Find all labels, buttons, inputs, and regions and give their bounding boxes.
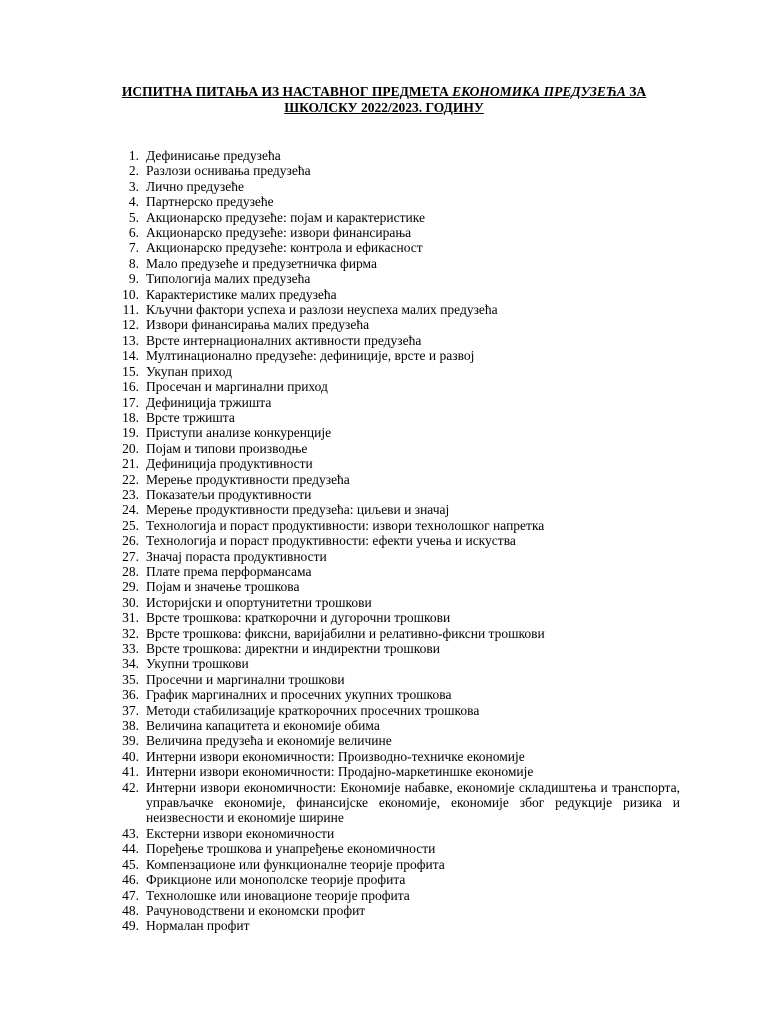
- question-item: [92, 148, 680, 163]
- question-item: [92, 703, 680, 718]
- question-item: [92, 333, 680, 348]
- question-number: 5.: [128, 209, 139, 225]
- question-item: [92, 780, 680, 826]
- question-item: [92, 240, 680, 255]
- question-text: Мерење продуктивности предузећа: [146, 471, 350, 487]
- question-number: 46.: [122, 872, 139, 888]
- question-item: [92, 718, 680, 733]
- question-text: Појам и типови производње: [146, 440, 308, 456]
- question-item: [92, 610, 680, 625]
- question-item: [92, 687, 680, 702]
- question-text: График маргиналних и просечних укупних трошкова: [146, 687, 452, 703]
- question-number: 13.: [122, 332, 139, 348]
- question-text: Интерни извори економичности: Продајно-маркетиншке економије: [146, 764, 534, 780]
- question-text: Дефиниција продуктивности: [146, 456, 313, 472]
- question-item: [92, 888, 680, 903]
- question-text: Интерни извори економичности: Економије набавке, економије складиштења и транспорта, управљачке економије, финансијске економије, економије због редукције ризика и неизвесности и економије ширине: [146, 779, 680, 826]
- question-text: Мерење продуктивности предузећа: циљеви и значај: [146, 502, 450, 518]
- question-item: [92, 364, 680, 379]
- question-number: 43.: [122, 825, 139, 841]
- question-text: Технолошке или иновационе теорије профита: [146, 887, 410, 903]
- question-list: [92, 148, 680, 934]
- question-text: Величина предузећа и економије величине: [146, 733, 392, 749]
- question-number: 42.: [122, 779, 139, 795]
- question-number: 10.: [122, 286, 139, 302]
- question-number: 18.: [122, 409, 139, 425]
- question-text: Приступи анализе конкуренције: [146, 425, 332, 441]
- question-item: [92, 672, 680, 687]
- question-text: Екстерни извори економичности: [146, 825, 335, 841]
- question-number: 1.: [128, 148, 139, 163]
- question-item: [92, 179, 680, 194]
- question-text: Мултинационално предузеће: дефиниције, врсте и развој: [146, 348, 475, 364]
- question-item: [92, 918, 680, 933]
- question-item: [92, 502, 680, 517]
- question-text: Акционарско предузеће: појам и карактеристике: [146, 209, 425, 225]
- question-text: Укупан приход: [146, 363, 232, 379]
- question-item: [92, 579, 680, 594]
- question-text: Технологија и пораст продуктивности: ефекти учења и искуства: [146, 533, 516, 549]
- question-text: Појам и значење трошкова: [146, 579, 300, 595]
- question-number: 22.: [122, 471, 139, 487]
- question-item: [92, 302, 680, 317]
- question-number: 41.: [122, 764, 139, 780]
- question-text: Лично предузеће: [146, 178, 244, 194]
- question-number: 38.: [122, 718, 139, 734]
- question-item: [92, 841, 680, 856]
- question-number: 37.: [122, 702, 139, 718]
- question-text: Дефинисање предузећа: [146, 148, 281, 163]
- question-number: 45.: [122, 856, 139, 872]
- question-number: 34.: [122, 656, 139, 672]
- question-text: Врсте интернационалних активности предузећа: [146, 332, 422, 348]
- question-item: [92, 271, 680, 286]
- question-number: 12.: [122, 317, 139, 333]
- question-item: [92, 733, 680, 748]
- question-number: 40.: [122, 748, 139, 764]
- question-text: Акционарско предузеће: контрола и ефикасност: [146, 240, 423, 256]
- question-text: Разлози оснивања предузећа: [146, 163, 311, 179]
- question-number: 3.: [128, 178, 139, 194]
- question-text: Нормалан профит: [146, 918, 250, 934]
- question-text: Показатељи продуктивности: [146, 486, 312, 502]
- question-item: [92, 641, 680, 656]
- question-text: Поређење трошкова и унапређење економичности: [146, 841, 436, 857]
- question-item: [92, 395, 680, 410]
- question-text: Методи стабилизације краткорочних просечних трошкова: [146, 702, 480, 718]
- question-item: [92, 564, 680, 579]
- question-item: [92, 441, 680, 456]
- question-text: Рачуноводствени и економски профит: [146, 902, 366, 918]
- question-text: Просечан и маргинални приход: [146, 379, 328, 395]
- question-number: 15.: [122, 363, 139, 379]
- question-number: 33.: [122, 641, 139, 656]
- question-number: 30.: [122, 594, 139, 610]
- question-number: 9.: [128, 271, 139, 287]
- question-text: Укупни трошкови: [146, 656, 249, 672]
- question-number: 31.: [122, 610, 139, 626]
- question-number: 6.: [128, 225, 139, 241]
- question-item: [92, 872, 680, 887]
- question-item: [92, 379, 680, 394]
- question-text: Карактеристике малих предузећа: [146, 286, 337, 302]
- question-item: [92, 533, 680, 548]
- question-text: Историјски и опортунитетни трошкови: [146, 594, 372, 610]
- question-number: 36.: [122, 687, 139, 703]
- question-item: [92, 595, 680, 610]
- question-text: Врсте трошкова: краткорочни и дугорочни трошкови: [146, 610, 451, 626]
- question-text: Извори финансирања малих предузећа: [146, 317, 370, 333]
- question-item: [92, 194, 680, 209]
- question-text: Технологија и пораст продуктивности: извори технолошког напретка: [146, 517, 545, 533]
- question-number: 14.: [122, 348, 139, 364]
- question-item: [92, 826, 680, 841]
- question-number: 35.: [122, 671, 139, 687]
- question-item: [92, 410, 680, 425]
- question-number: 32.: [122, 625, 139, 641]
- question-text: Акционарско предузеће: извори финансирања: [146, 225, 412, 241]
- question-item: [92, 749, 680, 764]
- question-item: [92, 317, 680, 332]
- title-part-2: ЗА ШКОЛСКУ 2022/2023. ГОДИНУ: [284, 84, 647, 115]
- question-text: Значај пораста продуктивности: [146, 548, 327, 564]
- question-number: 4.: [128, 194, 139, 210]
- question-text: Типологија малих предузећа: [146, 271, 311, 287]
- question-item: [92, 487, 680, 502]
- question-number: 44.: [122, 841, 139, 857]
- question-number: 26.: [122, 533, 139, 549]
- question-item: [92, 287, 680, 302]
- question-text: Врсте трошкова: директни и индиректни трошкови: [146, 641, 441, 656]
- question-number: 20.: [122, 440, 139, 456]
- question-text: Партнерско предузеће: [146, 194, 274, 210]
- question-text: Дефиниција тржишта: [146, 394, 272, 410]
- question-text: Просечни и маргинални трошкови: [146, 671, 345, 687]
- question-text: Плате према перформансама: [146, 563, 312, 579]
- question-text: Мало предузеће и предузетничка фирма: [146, 255, 377, 271]
- question-text: Фрикционе или монополске теорије профита: [146, 872, 406, 888]
- question-number: 24.: [122, 502, 139, 518]
- question-number: 16.: [122, 379, 139, 395]
- question-number: 49.: [122, 918, 139, 934]
- question-number: 48.: [122, 902, 139, 918]
- question-number: 11.: [122, 302, 139, 318]
- title-part-1: ИСПИТНА ПИТАЊА ИЗ НАСТАВНОГ ПРЕДМЕТА: [121, 84, 453, 99]
- question-number: 7.: [128, 240, 139, 256]
- question-number: 8.: [128, 255, 139, 271]
- question-text: Компензационе или функционалне теорије профита: [146, 856, 445, 872]
- question-number: 21.: [122, 456, 139, 472]
- question-number: 29.: [122, 579, 139, 595]
- question-number: 25.: [122, 517, 139, 533]
- question-item: [92, 163, 680, 178]
- question-text: Величина капацитета и економије обима: [146, 718, 380, 734]
- question-number: 17.: [122, 394, 139, 410]
- question-item: [92, 472, 680, 487]
- question-item: [92, 456, 680, 471]
- question-item: [92, 626, 680, 641]
- question-item: [92, 210, 680, 225]
- question-number: 39.: [122, 733, 139, 749]
- question-item: [92, 764, 680, 779]
- question-item: [92, 256, 680, 271]
- question-item: [92, 425, 680, 440]
- question-item: [92, 518, 680, 533]
- question-text: Врсте трошкова: фиксни, варијабилни и релативно-фиксни трошкови: [146, 625, 545, 641]
- question-item: [92, 903, 680, 918]
- question-item: [92, 549, 680, 564]
- question-item: [92, 656, 680, 671]
- question-text: Интерни извори економичности: Производно-техничке економије: [146, 748, 525, 764]
- title-subject: ЕКОНОМИКА ПРЕДУЗЕЋА: [452, 84, 626, 99]
- question-text: Врсте тржишта: [146, 409, 235, 425]
- question-text: Кључни фактори успеха и разлози неуспеха малих предузећа: [146, 302, 498, 318]
- question-number: 47.: [122, 887, 139, 903]
- question-number: 28.: [122, 563, 139, 579]
- question-number: 19.: [122, 425, 139, 441]
- question-number: 2.: [128, 163, 139, 179]
- question-number: 23.: [122, 486, 139, 502]
- question-item: [92, 857, 680, 872]
- question-item: [92, 348, 680, 363]
- question-item: [92, 225, 680, 240]
- document-title: [90, 84, 678, 116]
- question-number: 27.: [122, 548, 139, 564]
